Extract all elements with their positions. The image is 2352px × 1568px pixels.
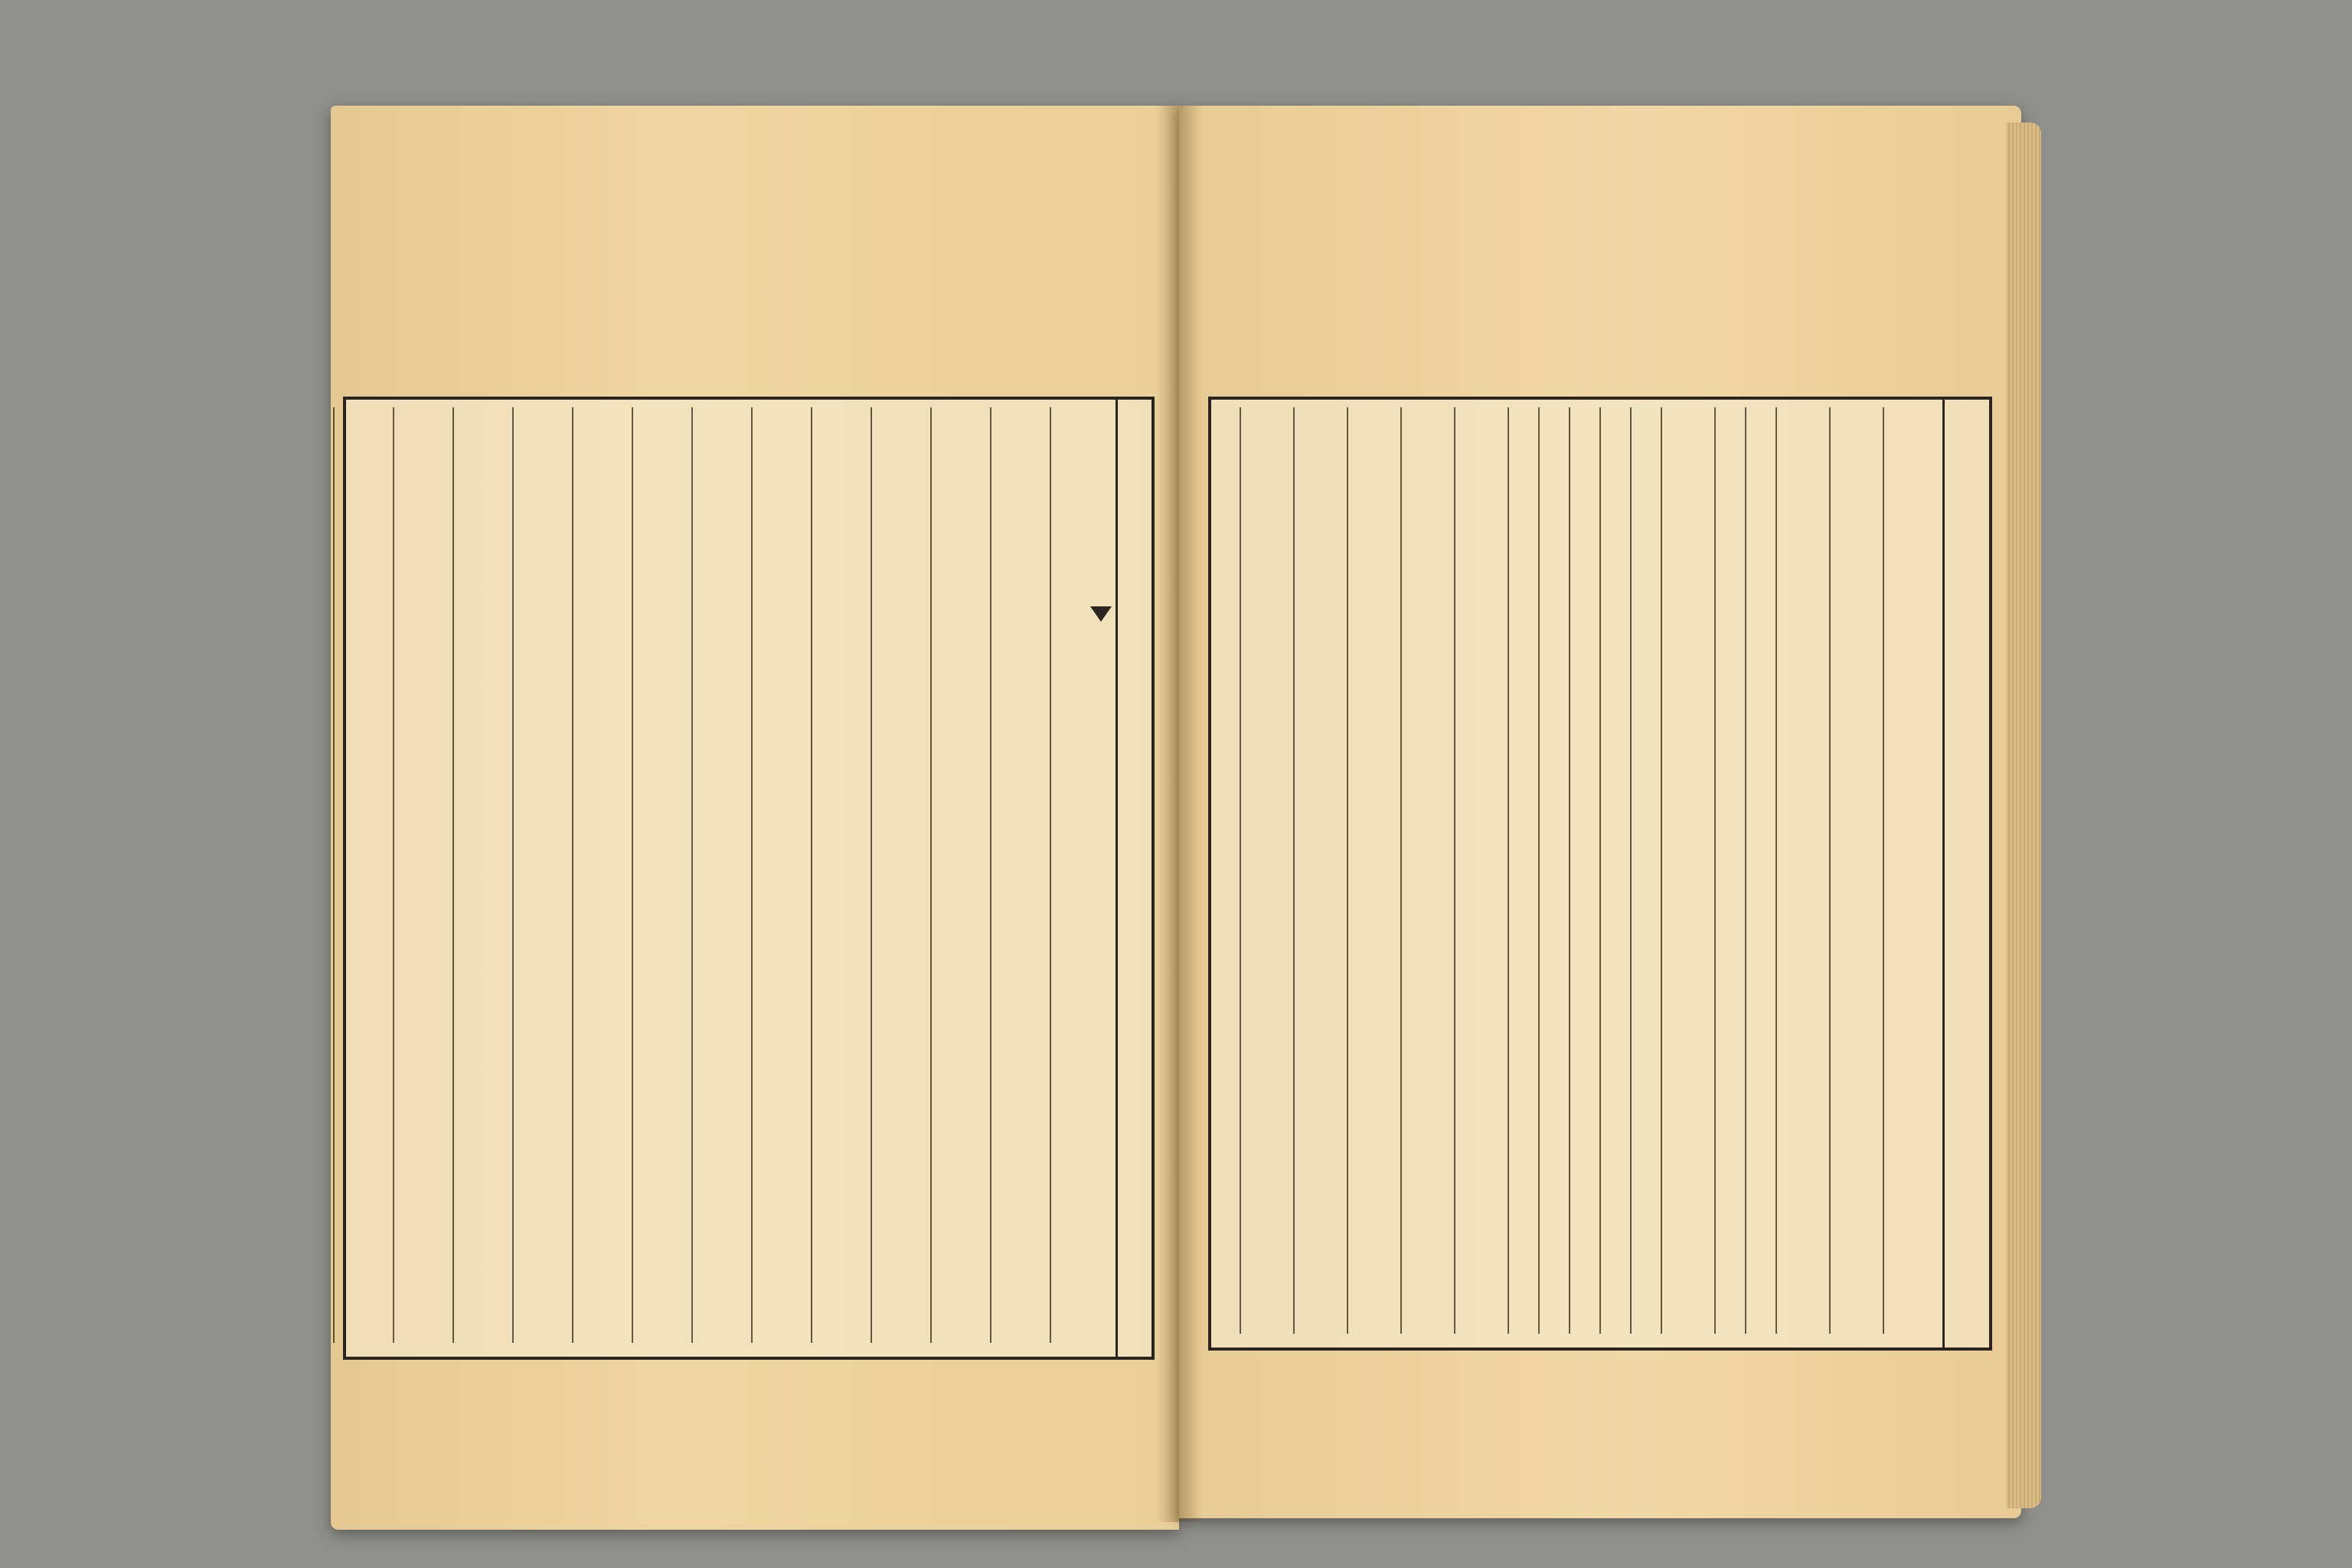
right-text-column: [1778, 407, 1827, 1334]
column-rule: [1508, 407, 1509, 1334]
right-text-column: [1602, 407, 1628, 1334]
left-center-rule: [1116, 400, 1118, 1357]
left-text-column: [753, 407, 808, 1343]
book-gutter: [1156, 106, 1202, 1522]
column-rule: [751, 407, 753, 1343]
right-text-column: [1456, 407, 1505, 1334]
right-text-column: [1831, 407, 1880, 1334]
column-rule: [1347, 407, 1348, 1334]
column-rule: [1293, 407, 1295, 1334]
left-text-column: [992, 407, 1047, 1343]
right-text-column: [1885, 407, 1934, 1334]
column-rule: [1630, 407, 1632, 1334]
left-text-column: [514, 407, 570, 1343]
column-rule: [1050, 407, 1051, 1343]
column-rule: [452, 407, 454, 1343]
column-rule: [1661, 407, 1662, 1334]
column-rule: [632, 407, 633, 1343]
column-rule: [1454, 407, 1455, 1334]
left-text-column: [813, 407, 868, 1343]
left-text-column: [395, 407, 450, 1343]
right-text-column: [1403, 407, 1452, 1334]
right-center-rule: [1942, 400, 1945, 1348]
column-rule: [1714, 407, 1716, 1334]
right-text-column: [1510, 407, 1536, 1334]
left-text-column: [873, 407, 928, 1343]
column-rule: [871, 407, 872, 1343]
column-rule: [1538, 407, 1540, 1334]
right-text-column: [1295, 407, 1344, 1334]
column-rule: [1240, 407, 1241, 1334]
left-text-column: [634, 407, 689, 1343]
left-text-column: [455, 407, 510, 1343]
right-text-column: [1663, 407, 1712, 1334]
left-text-column: [335, 407, 390, 1343]
right-text-column: [1632, 407, 1658, 1334]
right-text-column: [1242, 407, 1291, 1334]
column-rule: [512, 407, 514, 1343]
column-rule: [1400, 407, 1402, 1334]
right-text-column: [1571, 407, 1597, 1334]
left-text-column: [574, 407, 629, 1343]
page-edges: [2006, 122, 2041, 1508]
column-rule: [1569, 407, 1570, 1334]
column-rule: [1599, 407, 1601, 1334]
left-text-column: [694, 407, 749, 1343]
column-rule: [333, 407, 335, 1343]
column-rule: [1775, 407, 1777, 1334]
right-text-column: [1717, 407, 1743, 1334]
column-rule: [990, 407, 991, 1343]
column-rule: [393, 407, 394, 1343]
column-rule: [1829, 407, 1831, 1334]
left-text-column: [933, 407, 988, 1343]
column-rule: [691, 407, 693, 1343]
right-text-column: [1540, 407, 1566, 1334]
column-rule: [1883, 407, 1884, 1334]
column-rule: [572, 407, 573, 1343]
right-text-columns: [1208, 397, 1942, 1344]
right-text-column: [1349, 407, 1398, 1334]
left-text-columns: [343, 397, 1115, 1354]
column-rule: [1745, 407, 1746, 1334]
left-text-column: [1052, 407, 1107, 1343]
column-rule: [930, 407, 932, 1343]
column-rule: [811, 407, 812, 1343]
right-text-column: [1747, 407, 1773, 1334]
